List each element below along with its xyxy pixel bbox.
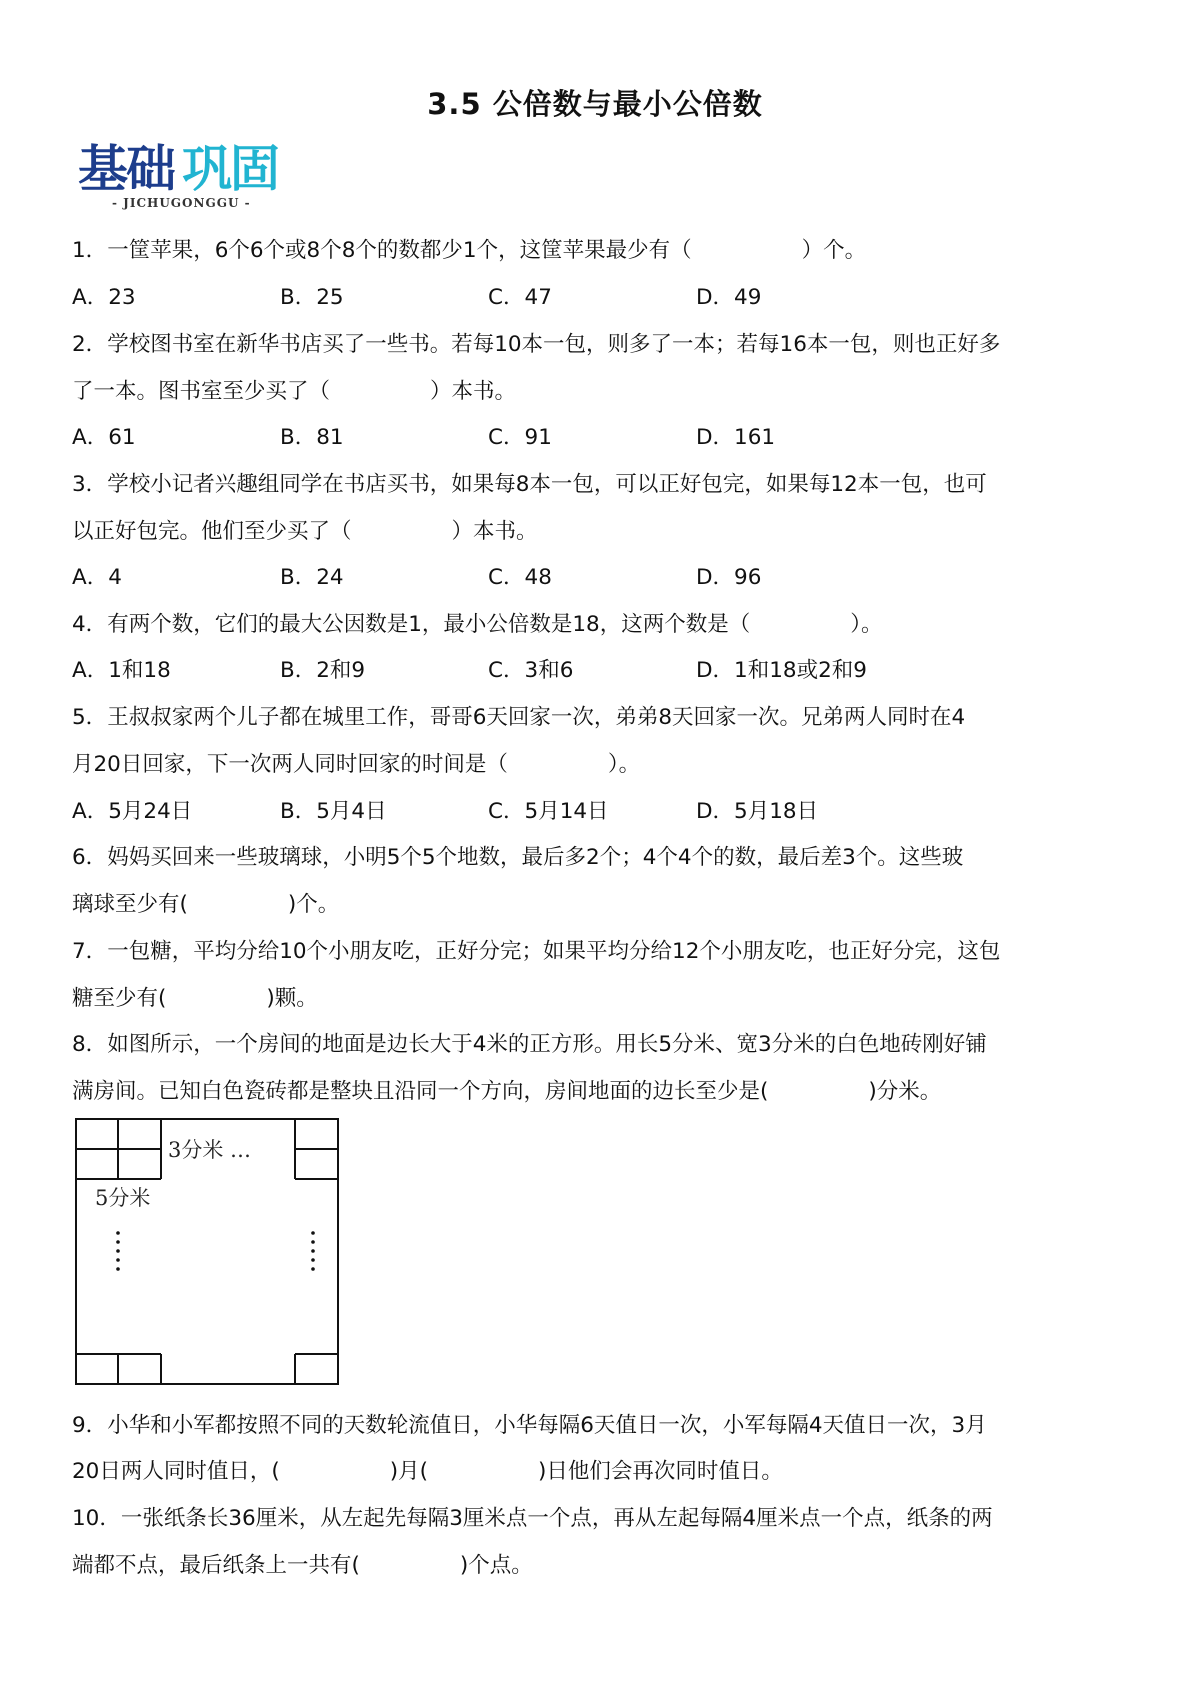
question-1-option-d[interactable]: D．49 [696, 285, 762, 310]
logo-word-light: 巩固 [182, 140, 278, 198]
question-9-line-2: 20日两人同时值日，( )月( )日他们会再次同时值日。 [72, 1459, 783, 1484]
question-number: 4． [72, 612, 108, 637]
question-1-option-c[interactable]: C．47 [488, 285, 552, 310]
ellipsis-dot [311, 1258, 315, 1262]
ellipsis-dot [311, 1267, 315, 1271]
question-2-option-b[interactable]: B．81 [280, 425, 344, 450]
ellipsis-dot [116, 1258, 120, 1262]
ellipsis-dot [116, 1240, 120, 1244]
question-5-line-1: 5．王叔叔家两个儿子都在城里工作，哥哥6天回家一次，弟弟8天回家一次。兄弟两人同时在4 [72, 705, 966, 730]
question-5-line-2: 月20日回家，下一次两人同时回家的时间是（ ）。 [72, 752, 641, 777]
question-7-line-2: 糖至少有( )颗。 [72, 986, 318, 1011]
question-number: 3． [72, 472, 108, 497]
logo-word-dark: 基础 [78, 140, 174, 198]
question-3-option-c[interactable]: C．48 [488, 565, 552, 590]
width-label: 3分米 … [168, 1138, 252, 1162]
section-logo [78, 140, 298, 212]
question-number: 9． [72, 1413, 108, 1438]
question-6-line-2: 璃球至少有( )个。 [72, 892, 340, 917]
question-number: 1． [72, 238, 108, 263]
ellipsis-dot [116, 1249, 120, 1253]
question-8-line-2: 满房间。已知白色瓷砖都是整块且沿同一个方向，房间地面的边长至少是( )分米。 [72, 1079, 942, 1104]
ellipsis-dot [311, 1240, 315, 1244]
question-3-line-2: 以正好包完。他们至少买了（ ）本书。 [72, 519, 538, 544]
question-3-option-b[interactable]: B．24 [280, 565, 344, 590]
question-4-option-d[interactable]: D．1和18或2和9 [696, 658, 867, 683]
question-5-option-a[interactable]: A．5月24日 [72, 799, 193, 824]
question-2-option-a[interactable]: A．61 [72, 425, 136, 450]
tile-floor-figure [75, 1118, 340, 1386]
page-title: 3.5 公倍数与最小公倍数 [427, 87, 763, 121]
question-3-option-d[interactable]: D．96 [696, 565, 762, 590]
question-5-option-c[interactable]: C．5月14日 [488, 799, 609, 824]
question-10-line-1: 10．一张纸条长36厘米，从左起先每隔3厘米点一个点，再从左起每隔4厘米点一个点，纸条的两 [72, 1506, 993, 1531]
question-4-line-1: 4．有两个数，它们的最大公因数是1，最小公倍数是18，这两个数是（ ）。 [72, 612, 883, 637]
question-2-line-2: 了一本。图书室至少买了（ ）本书。 [72, 379, 517, 404]
question-number: 8． [72, 1032, 108, 1057]
logo-subtitle: - JICHUGONGGU - [112, 196, 251, 210]
question-number: 10． [72, 1506, 121, 1531]
question-8-line-1: 8．如图所示，一个房间的地面是边长大于4米的正方形。用长5分米、宽3分米的白色地砖刚好铺 [72, 1032, 987, 1057]
question-5-option-b[interactable]: B．5月4日 [280, 799, 387, 824]
question-5-option-d[interactable]: D．5月18日 [696, 799, 819, 824]
question-2-line-1: 2．学校图书室在新华书店买了一些书。若每10本一包，则多了一本；若每16本一包，则也正好多 [72, 332, 1001, 357]
question-9-line-1: 9．小华和小军都按照不同的天数轮流值日，小华每隔6天值日一次，小军每隔4天值日一次，3月 [72, 1413, 987, 1438]
question-3-line-1: 3．学校小记者兴趣组同学在书店买书，如果每8本一包，可以正好包完，如果每12本一包，也可 [72, 472, 987, 497]
question-6-line-1: 6．妈妈买回来一些玻璃球，小明5个5个地数，最后多2个；4个4个的数，最后差3个。这些玻 [72, 845, 964, 870]
ellipsis-dot [311, 1231, 315, 1235]
length-label: 5分米 [95, 1186, 151, 1210]
question-4-option-a[interactable]: A．1和18 [72, 658, 171, 683]
question-2-option-d[interactable]: D．161 [696, 425, 776, 450]
question-3-option-a[interactable]: A．4 [72, 565, 122, 590]
question-4-option-b[interactable]: B．2和9 [280, 658, 366, 683]
question-10-line-2: 端都不点，最后纸条上一共有( )个点。 [72, 1553, 533, 1578]
question-number: 5． [72, 705, 108, 730]
ellipsis-dot [116, 1231, 120, 1235]
question-4-option-c[interactable]: C．3和6 [488, 658, 574, 683]
question-number: 2． [72, 332, 108, 357]
ellipsis-dot [116, 1267, 120, 1271]
question-7-line-1: 7．一包糖，平均分给10个小朋友吃，正好分完；如果平均分给12个小朋友吃，也正好分完，这包 [72, 939, 1001, 964]
question-1-option-a[interactable]: A．23 [72, 285, 136, 310]
question-1-option-b[interactable]: B．25 [280, 285, 344, 310]
question-number: 7． [72, 939, 108, 964]
ellipsis-dot [311, 1249, 315, 1253]
tile-floor-diagram [75, 1118, 340, 1386]
question-2-option-c[interactable]: C．91 [488, 425, 552, 450]
question-number: 6． [72, 845, 108, 870]
question-1-line-1: 1．一筐苹果，6个6个或8个8个的数都少1个，这筐苹果最少有（ ）个。 [72, 238, 867, 263]
